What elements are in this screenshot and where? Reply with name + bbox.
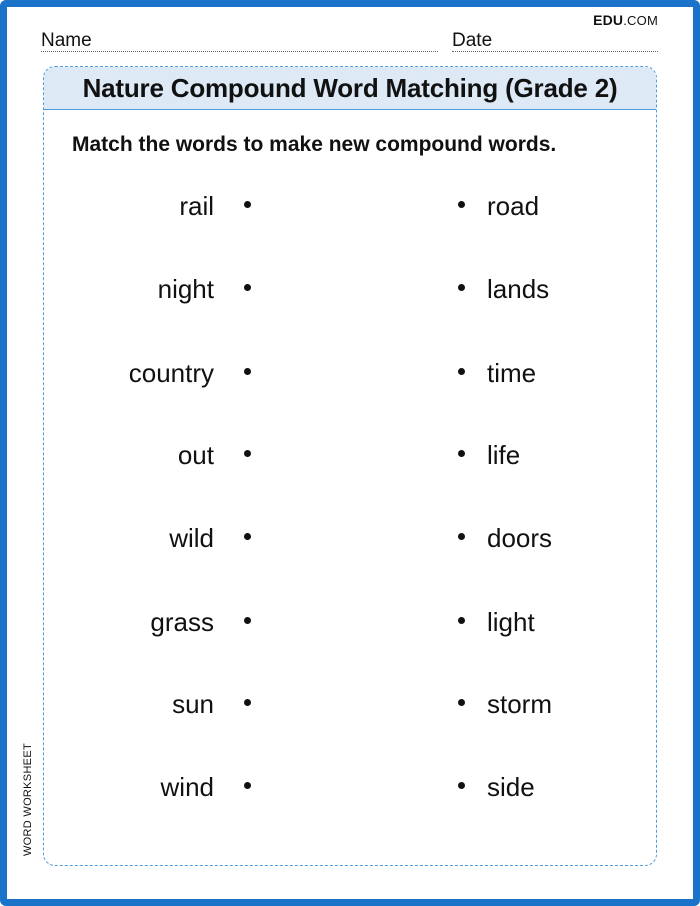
right-word: life [487, 440, 521, 470]
left-match-dot[interactable] [244, 533, 251, 540]
right-word: lands [487, 274, 550, 304]
name-field[interactable] [41, 30, 438, 52]
left-word: wind [160, 772, 214, 802]
left-word: night [157, 274, 214, 304]
left-word: country [128, 358, 214, 388]
left-word: wild [169, 523, 214, 553]
left-match-dot[interactable] [244, 617, 251, 624]
right-word: storm [487, 689, 552, 719]
side-label: WORD WORKSHEET [22, 743, 34, 856]
date-label: Date [452, 30, 493, 51]
right-match-dot[interactable] [458, 450, 465, 457]
right-match-dot[interactable] [458, 533, 465, 540]
right-word: doors [487, 523, 553, 553]
right-match-dot[interactable] [458, 284, 465, 291]
right-match-dot[interactable] [458, 782, 465, 789]
date-line[interactable] [452, 51, 658, 52]
left-match-dot[interactable] [244, 284, 251, 291]
instructions: Match the words to make new compound words. [72, 133, 557, 156]
left-word: rail [179, 191, 214, 221]
date-field[interactable] [452, 30, 658, 52]
left-word: out [177, 440, 214, 470]
right-match-dot[interactable] [458, 368, 465, 375]
right-match-dot[interactable] [458, 201, 465, 208]
right-word: side [487, 772, 535, 802]
right-word: road [487, 191, 540, 221]
left-word: sun [172, 689, 214, 719]
left-match-dot[interactable] [244, 699, 251, 706]
left-word: grass [150, 607, 214, 637]
right-word: time [487, 358, 537, 388]
left-match-dot[interactable] [244, 368, 251, 375]
left-match-dot[interactable] [244, 450, 251, 457]
right-word: light [487, 607, 535, 637]
worksheet-frame [43, 66, 657, 866]
left-match-dot[interactable] [244, 782, 251, 789]
left-match-dot[interactable] [244, 201, 251, 208]
brand-logo: EDU.COM [593, 12, 658, 28]
right-match-dot[interactable] [458, 699, 465, 706]
right-match-dot[interactable] [458, 617, 465, 624]
name-line[interactable] [41, 51, 438, 52]
title-bar [44, 67, 656, 110]
worksheet-title: Nature Compound Word Matching (Grade 2) [82, 72, 618, 103]
name-label: Name [41, 30, 92, 51]
